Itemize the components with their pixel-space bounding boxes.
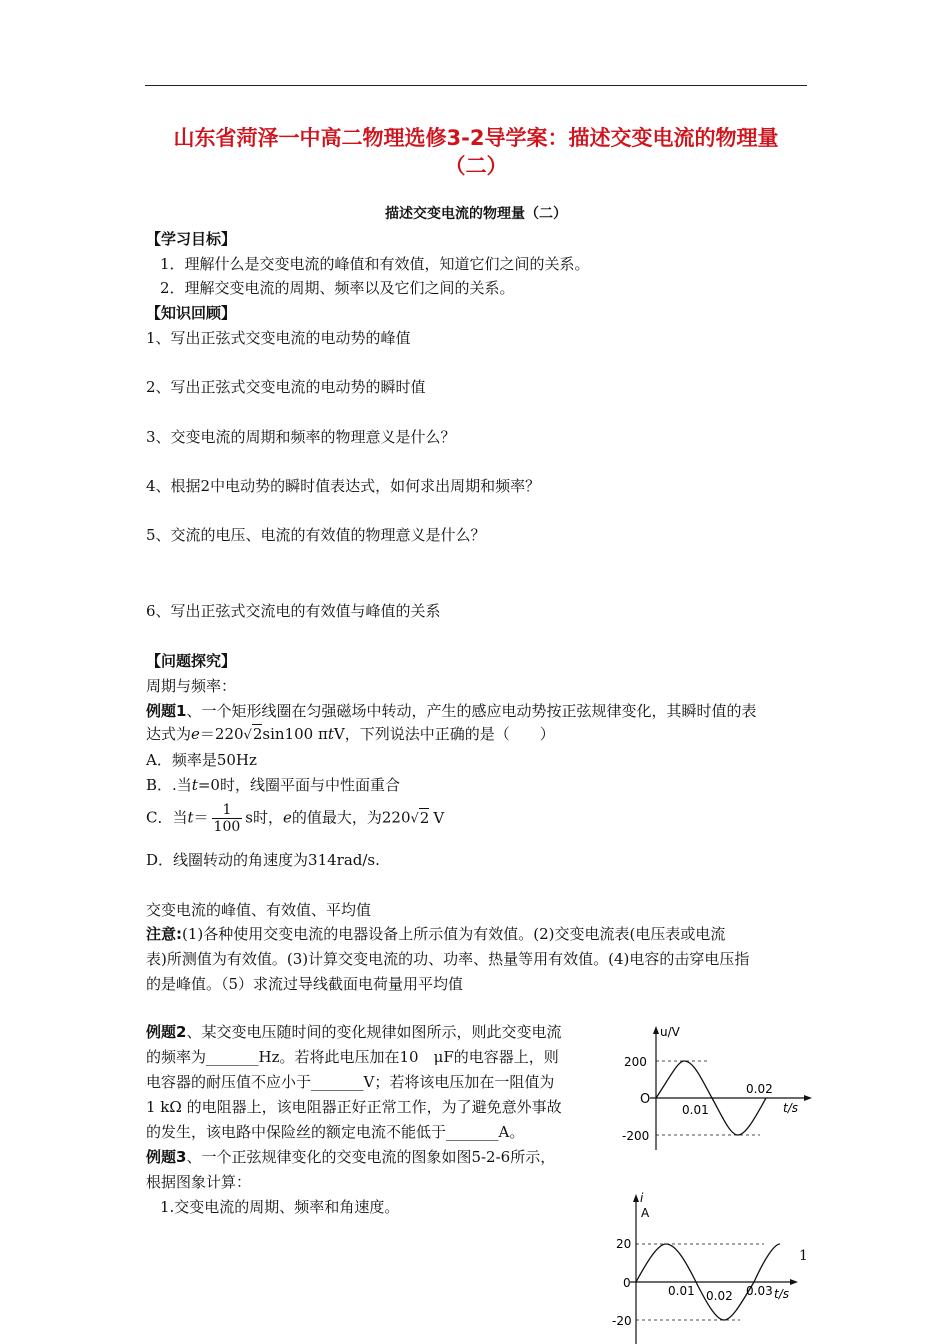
option-d: D．线圈转动的角速度为314rad/s. xyxy=(146,851,380,869)
graph1-ytick-top: 200 xyxy=(624,1055,647,1069)
expr-sqrt: 2 xyxy=(252,725,263,743)
page-title-line2: （二） xyxy=(444,154,508,178)
graph2-origin: 0 xyxy=(623,1276,631,1290)
option-a: A．频率是50Hz xyxy=(146,751,257,769)
option-b: B．.当t=0时，线圈平面与中性面重合 xyxy=(146,776,400,794)
graph2-ytick-top: 20 xyxy=(616,1237,632,1251)
example-1-label: 例题1 xyxy=(146,702,187,720)
page-number: 1 xyxy=(799,1248,808,1264)
review-question-1: 1、写出正弦式交变电流的电动势的峰值 xyxy=(146,329,411,347)
graph1-ylabel: u/V xyxy=(660,1025,680,1039)
graph2-xlabel: t/s xyxy=(774,1287,789,1301)
note-line1: 注意:(1)各种使用交变电流的电器设备上所示值为有效值。(2)交变电流表(电压表或电流 xyxy=(146,925,726,943)
section-subtitle: 描述交变电流的物理量（二） xyxy=(385,206,567,222)
graph1-xtick-1: 0.01 xyxy=(682,1103,709,1117)
current-graph xyxy=(608,1190,808,1344)
graph1-origin: O xyxy=(640,1092,651,1107)
graph2-xtick-1: 0.01 xyxy=(668,1284,695,1298)
graph2-ylabel-i: i xyxy=(640,1191,644,1205)
peak-heading: 交变电流的峰值、有效值、平均值 xyxy=(146,901,372,919)
example-1-line2: 达式为e＝220√2sin100 πtV，下列说法中正确的是（ ） xyxy=(146,725,555,743)
goal-item-2: 2．理解交变电流的周期、频率以及它们之间的关系。 xyxy=(160,279,515,297)
note-line3: 的是峰值。（5）求流过导线截面电荷量用平均值 xyxy=(146,975,464,993)
page-title: 山东省菏泽一中高二物理选修3-2导学案：描述交变电流的物理量 xyxy=(173,126,779,150)
review-question-6: 6、写出正弦式交流电的有效值与峰值的关系 xyxy=(146,602,441,620)
graph2-xtick-3: 0.03 xyxy=(746,1284,773,1298)
graph1-ytick-bot: -200 xyxy=(622,1129,650,1143)
expr-e: e xyxy=(191,725,200,743)
example-2-label: 例题2 xyxy=(146,1023,187,1041)
graph2-ylabel-a: A xyxy=(641,1206,650,1220)
graph2-ytick-bot: -20 xyxy=(612,1314,632,1328)
review-heading: 【知识回顾】 xyxy=(146,304,237,322)
voltage-graph xyxy=(620,1022,820,1152)
graph1-xtick-2: 0.02 xyxy=(746,1082,773,1096)
header-rule xyxy=(145,85,807,86)
explore-heading: 【问题探究】 xyxy=(146,652,237,670)
goals-heading: 【学习目标】 xyxy=(146,230,237,248)
goal-item-1: 1．理解什么是交变电流的峰值和有效值，知道它们之间的关系。 xyxy=(160,255,590,273)
review-question-5: 5、交流的电压、电流的有效值的物理意义是什么？ xyxy=(146,526,486,544)
period-heading: 周期与频率： xyxy=(146,677,237,695)
note-label: 注意: xyxy=(146,925,182,943)
fraction: $\frac{1}{100}$ xyxy=(213,802,241,835)
option-c: C．当t＝ $\frac{1}{100}$ s时，e的值最大，为220√2 V xyxy=(146,802,445,835)
example-3-label: 例题3 xyxy=(146,1148,187,1166)
review-question-2: 2、写出正弦式交变电流的电动势的瞬时值 xyxy=(146,378,426,396)
graph1-xlabel: t/s xyxy=(783,1101,798,1115)
graph2-xtick-2: 0.02 xyxy=(706,1289,733,1303)
example-1-line1: 例题1、一个矩形线圈在匀强磁场中转动，产生的感应电动势按正弦规律变化，其瞬时值的表 xyxy=(146,702,757,720)
review-question-4: 4、根据2中电动势的瞬时值表达式，如何求出周期和频率？ xyxy=(146,477,541,495)
review-question-3: 3、交变电流的周期和频率的物理意义是什么？ xyxy=(146,428,456,446)
note-line2: 表)所测值为有效值。(3)计算交变电流的功、功率、热量等用有效值。(4)电容的击穿电压指 xyxy=(146,950,750,968)
example-2: 例题2、某交变电压随时间的变化规律如图所示，则此交变电流 的频率为_______Hz。若将此电压加在10 μF的电容器上，则 电容器的耐压值不应小于_______V；若将该电压加在一阻值为 1 kΩ 的电阻器上，该电阻器正好正常工作，为了避免意外事故 的发生，该电路中保险丝的额定电流不能低于_______A。 例题3、一个正弦规律变化的交变电流的图象如图5-2-6所示， 根据图象计算： 1.交变电流的周期、频率和角速度。 xyxy=(146,1023,562,1216)
